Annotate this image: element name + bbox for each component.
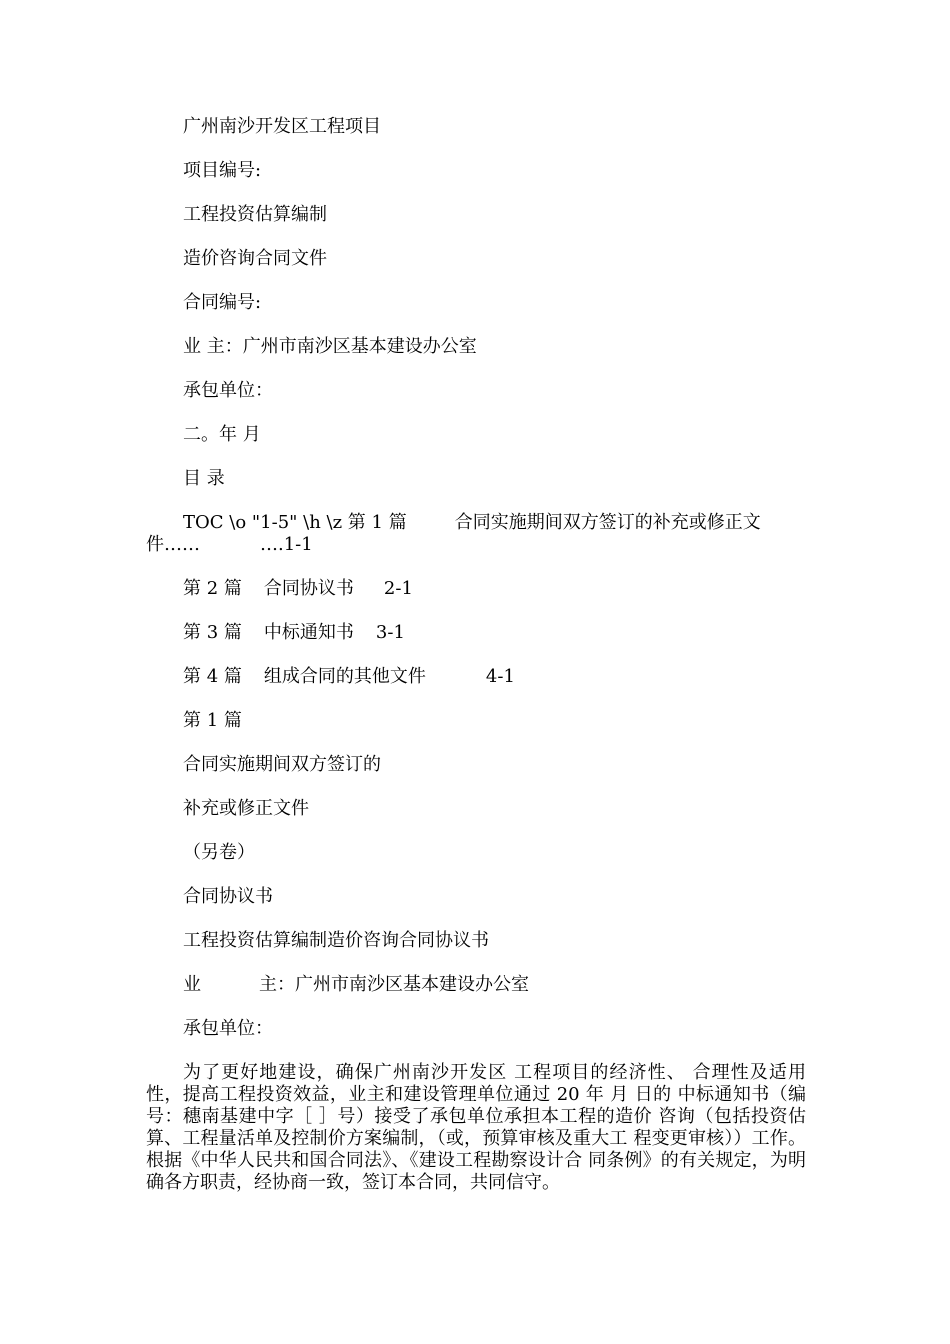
toc-entry-2-part: 第 2 篇 — [183, 578, 242, 599]
toc-heading: 目 录 — [183, 468, 225, 489]
toc-entry-3-title: 中标通知书 — [263, 622, 354, 643]
agreement-subtitle: 工程投资估算编制造价咨询合同协议书 — [183, 930, 489, 951]
toc-entry-2 — [183, 578, 413, 600]
toc-entry-1-title: 合同实施期间双方签订的补充或修正文件…… — [146, 512, 761, 555]
part-1-title-line-2: 补充或修正文件 — [183, 798, 309, 819]
date-line: 二。年 月 — [183, 424, 261, 445]
contractor-label: 承包单位： — [183, 380, 273, 401]
toc-entry-4-title: 组成合同的其他文件 — [263, 666, 426, 687]
part-1-note: （另卷） — [183, 842, 255, 863]
toc-entry-4-page: 4-1 — [485, 666, 515, 687]
toc-entry-1-prefix: TOC \o "1-5" \h \z 第 1 篇 — [183, 512, 407, 533]
toc-entry-3-part: 第 3 篇 — [183, 622, 242, 643]
owner-line: 业 主：广州市南沙区基本建设办公室 — [183, 336, 477, 357]
agreement-owner-label: 业 — [183, 974, 201, 995]
toc-entry-2-page: 2-1 — [383, 578, 413, 599]
part-1-title-line-1: 合同实施期间双方签订的 — [183, 754, 381, 775]
toc-entry-1 — [146, 512, 806, 556]
agreement-contractor-label: 承包单位： — [183, 1018, 273, 1039]
project-name: 广州南沙开发区工程项目 — [183, 116, 381, 137]
toc-entry-4 — [183, 666, 515, 688]
document-title-line-2: 造价咨询合同文件 — [183, 248, 327, 269]
project-number-label: 项目编号: — [183, 160, 262, 181]
toc-entry-3 — [183, 622, 405, 644]
toc-entry-3-page: 3-1 — [375, 622, 405, 643]
contract-number-label: 合同编号: — [183, 292, 262, 313]
document-title-line-1: 工程投资估算编制 — [183, 204, 327, 225]
agreement-owner-value: 主：广州市南沙区基本建设办公室 — [259, 974, 529, 995]
agreement-body-paragraph: 为了更好地建设，确保广州南沙开发区 工程项目的经济性、 合理性及适用性，提高工程投资效益，业主和建设管理单位通过 20 年 月 日的 中标通知书（编号：穗南基建中字［ ］号）接受了承包单位承担本工程的造价 咨询（包括投资估算、工程量活单及控制价方案编制，（或，预算审核及重大工 程变更审核））工作。根据《中华人民共和国合同法》、《建设工程勘察设计合 同条例》的有关规定，为明确各方职责，经协商一致，签订本合同，共同信守。 — [146, 1062, 806, 1193]
toc-entry-1-page: ….1-1 — [260, 534, 313, 555]
toc-entry-4-part: 第 4 篇 — [183, 666, 242, 687]
toc-entry-2-title: 合同协议书 — [263, 578, 354, 599]
agreement-heading: 合同协议书 — [183, 886, 273, 907]
agreement-owner-line — [183, 974, 529, 996]
part-1-label: 第 1 篇 — [183, 710, 242, 731]
